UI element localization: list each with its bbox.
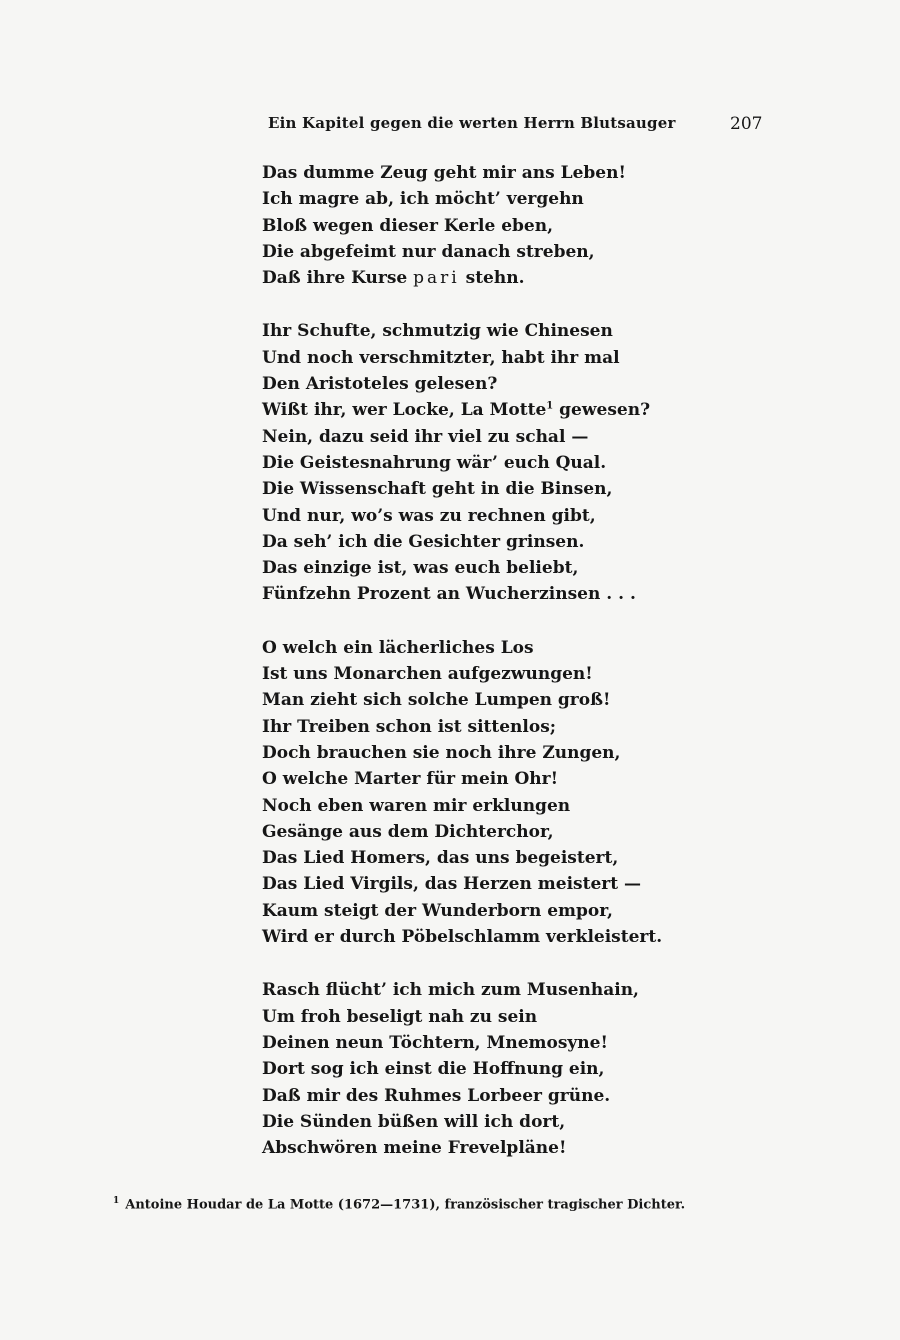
verse-line: Kaum steigt der Wunderborn empor, xyxy=(262,900,613,921)
verse-line: Die Sünden büßen will ich dort, xyxy=(262,1111,566,1132)
verse-line: Ihr Treiben schon ist sittenlos; xyxy=(262,716,557,737)
page-number: 207 xyxy=(730,114,763,134)
verse-line: Noch eben waren mir erklungen xyxy=(262,795,571,816)
verse-line: Die Geistesnahrung wär’ euch Qual. xyxy=(262,452,607,473)
verse-line: Ist uns Monarchen aufgezwungen! xyxy=(262,664,593,685)
verse-line xyxy=(262,397,662,423)
emphasized-word: pari xyxy=(413,268,460,289)
verse-line: Das Lied Homers, das uns begeistert, xyxy=(262,848,619,869)
stanza-4 xyxy=(262,977,662,1161)
verse-line: Abschwören meine Frevelpläne! xyxy=(262,1138,567,1159)
verse-line: Das dumme Zeug geht mir ans Leben! xyxy=(262,163,626,183)
stanza-1 xyxy=(262,160,662,291)
footnote-mark: 1 xyxy=(113,1196,120,1206)
verse-text: gewesen? xyxy=(553,400,651,421)
verse-line: Und noch verschmitzter, habt ihr mal xyxy=(262,347,620,368)
verse-line: Bloß wegen dieser Kerle eben, xyxy=(262,215,554,236)
verse-line: Ihr Schufte, schmutzig wie Chinesen xyxy=(262,321,613,342)
verse-line: Das Lied Virgils, das Herzen meistert — xyxy=(262,874,641,895)
verse-text: Daß ihre Kurse xyxy=(262,268,414,289)
running-title: Ein Kapitel gegen die werten Herrn Blutsauger xyxy=(268,114,676,132)
verse-line: Die Wissenschaft geht in die Binsen, xyxy=(262,479,613,500)
verse-line: Um froh beseligt nah zu sein xyxy=(262,1006,538,1027)
verse-line: Die abgefeimt nur danach streben, xyxy=(262,241,595,262)
stanza-gap xyxy=(262,950,662,977)
stanza-gap xyxy=(262,291,662,318)
footnote-reference[interactable]: 1 xyxy=(546,400,554,412)
footnote-text: Antoine Houdar de La Motte (1672—1731), französischer tragischer Dichter. xyxy=(125,1197,686,1213)
verse-line: Fünfzehn Prozent an Wucherzinsen . . . xyxy=(262,584,636,605)
verse-line: Daß mir des Ruhmes Lorbeer grüne. xyxy=(262,1085,611,1106)
verse-line: Und nur, wo’s was zu rechnen gibt, xyxy=(262,505,596,526)
verse-line: Deinen neun Töchtern, Mnemosyne! xyxy=(262,1032,608,1053)
footnote xyxy=(113,1196,685,1212)
verse-line: Ich magre ab, ich möcht’ vergehn xyxy=(262,189,584,210)
stanza-gap xyxy=(262,608,662,635)
verse-line: Den Aristoteles gelesen? xyxy=(262,374,498,395)
poem xyxy=(262,160,662,1161)
verse-line: Rasch flücht’ ich mich zum Musenhain, xyxy=(262,980,639,1001)
verse-text: Wißt ihr, wer Locke, La Motte xyxy=(262,400,547,421)
verse-line: O welche Marter für mein Ohr! xyxy=(262,769,559,790)
verse-line: Dort sog ich einst die Hoffnung ein, xyxy=(262,1059,605,1080)
stanza-2 xyxy=(262,318,662,607)
stanza-3 xyxy=(262,635,662,951)
verse-line: Wird er durch Pöbelschlamm verkleistert. xyxy=(262,927,663,948)
verse-line: Nein, dazu seid ihr viel zu schal — xyxy=(262,426,589,447)
verse-line: Das einzige ist, was euch beliebt, xyxy=(262,558,579,579)
verse-line: Da seh’ ich die Gesichter grinsen. xyxy=(262,531,585,552)
verse-line: Doch brauchen sie noch ihre Zungen, xyxy=(262,742,621,763)
verse-text: stehn. xyxy=(459,268,525,289)
verse-line xyxy=(262,265,662,291)
verse-line: Gesänge aus dem Dichterchor, xyxy=(262,821,554,842)
verse-line: O welch ein lächerliches Los xyxy=(262,637,534,658)
verse-line: Man zieht sich solche Lumpen groß! xyxy=(262,690,611,711)
